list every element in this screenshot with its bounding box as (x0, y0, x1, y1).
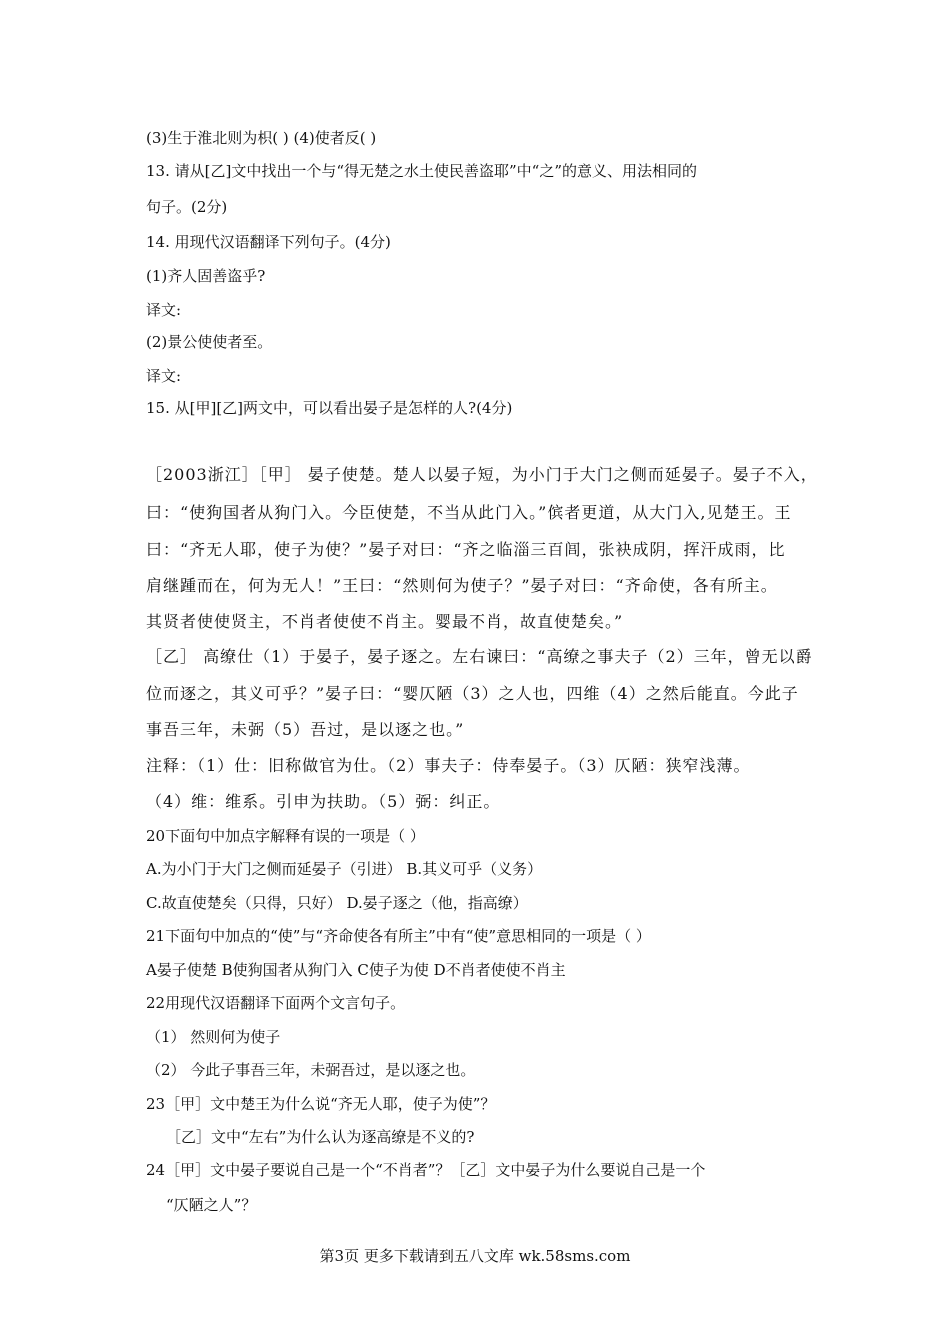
question-21-options: A晏子使楚 B使狗国者从狗门入 C使子为使 D不肖者使使不肖主 (146, 961, 566, 979)
question-24: 24［甲］文中晏子要说自己是一个“不肖者”？［乙］文中晏子为什么要说自己是一个 (146, 1161, 706, 1179)
question-20: 20下面句中加点字解释有误的一项是（ ） (146, 827, 425, 845)
page-footer: 第3页 更多下载请到五八文库 wk.58sms.com (319, 1247, 631, 1265)
passage-jia-line: 曰：“使狗国者从狗门入。今臣使楚，不当从此门入。”傧者更道，从大门入,见楚王。王 (146, 503, 792, 522)
text-line: (1)齐人固善盗乎? (146, 267, 266, 285)
passage-yi-line: ［乙］ 高缭仕（1）于晏子，晏子逐之。左右谏曰：“高缭之事夫子（2）三年，曾无以爵 (146, 647, 813, 666)
text-line: (3)生于淮北则为枳( ) (4)使者反( ) (146, 129, 377, 147)
passage-jia-line: 其贤者使使贤主，不肖者使使不肖主。婴最不肖，故直使楚矣。” (146, 612, 624, 631)
passage-jia-line: 曰：“齐无人耶，使子为使？”晏子对曰：“齐之临淄三百闾，张袂成阴，挥汗成雨，比 (146, 540, 786, 559)
question-23-part2: ［乙］文中“左右”为什么认为逐高缭是不义的? (166, 1128, 475, 1146)
question-23: 23［甲］文中楚王为什么说“齐无人耶，使子为使”？ (146, 1095, 496, 1113)
text-line: 句子。(2分) (146, 198, 228, 216)
question-21: 21下面句中加点的“使”与“齐命使各有所主”中有“使”意思相同的一项是（ ） (146, 927, 651, 945)
question-24-part2: “仄陋之人”？ (166, 1196, 257, 1214)
text-line: 译文: (146, 301, 182, 319)
notes-line: （4）维：维系。引申为扶助。（5）弼：纠正。 (146, 792, 501, 811)
text-line: （2） 今此子事吾三年，未弼吾过，是以逐之也。 (146, 1061, 476, 1079)
question-15: 15. 从[甲][乙]两文中，可以看出晏子是怎样的人?(4分) (146, 399, 513, 417)
passage-yi-line: 事吾三年，未弼（5）吾过，是以逐之也。” (146, 720, 465, 739)
text-line: 译文: (146, 367, 182, 385)
passage-jia-line: ［2003浙江］［甲］ 晏子使楚。楚人以晏子短，为小门于大门之侧而延晏子。晏子不入， (146, 465, 818, 484)
passage-yi-line: 位而逐之，其义可乎？”晏子曰：“婴仄陋（3）之人也，四维（4）之然后能直。今此子 (146, 684, 799, 703)
question-13: 13. 请从[乙]文中找出一个与“得无楚之水土使民善盗耶”中“之”的意义、用法相同的 (146, 162, 698, 180)
question-20-options: A.为小门于大门之侧而延晏子（引进） B.其义可乎（义务） (146, 860, 543, 878)
question-20-options: C.故直使楚矣（只得，只好） D.晏子逐之（他，指高缭） (146, 894, 528, 912)
notes-line: 注释：（1）仕：旧称做官为仕。（2）事夫子：侍奉晏子。（3）仄陋：狭窄浅薄。 (146, 756, 751, 775)
text-line: (2)景公使使者至。 (146, 333, 273, 351)
question-22: 22用现代汉语翻译下面两个文言句子。 (146, 994, 406, 1012)
passage-jia-line: 肩继踵而在，何为无人！”王曰：“然则何为使子？”晏子对曰：“齐命使，各有所主。 (146, 576, 778, 595)
question-14: 14. 用现代汉语翻译下列句子。(4分) (146, 233, 391, 251)
text-line: （1） 然则何为使子 (146, 1028, 281, 1046)
